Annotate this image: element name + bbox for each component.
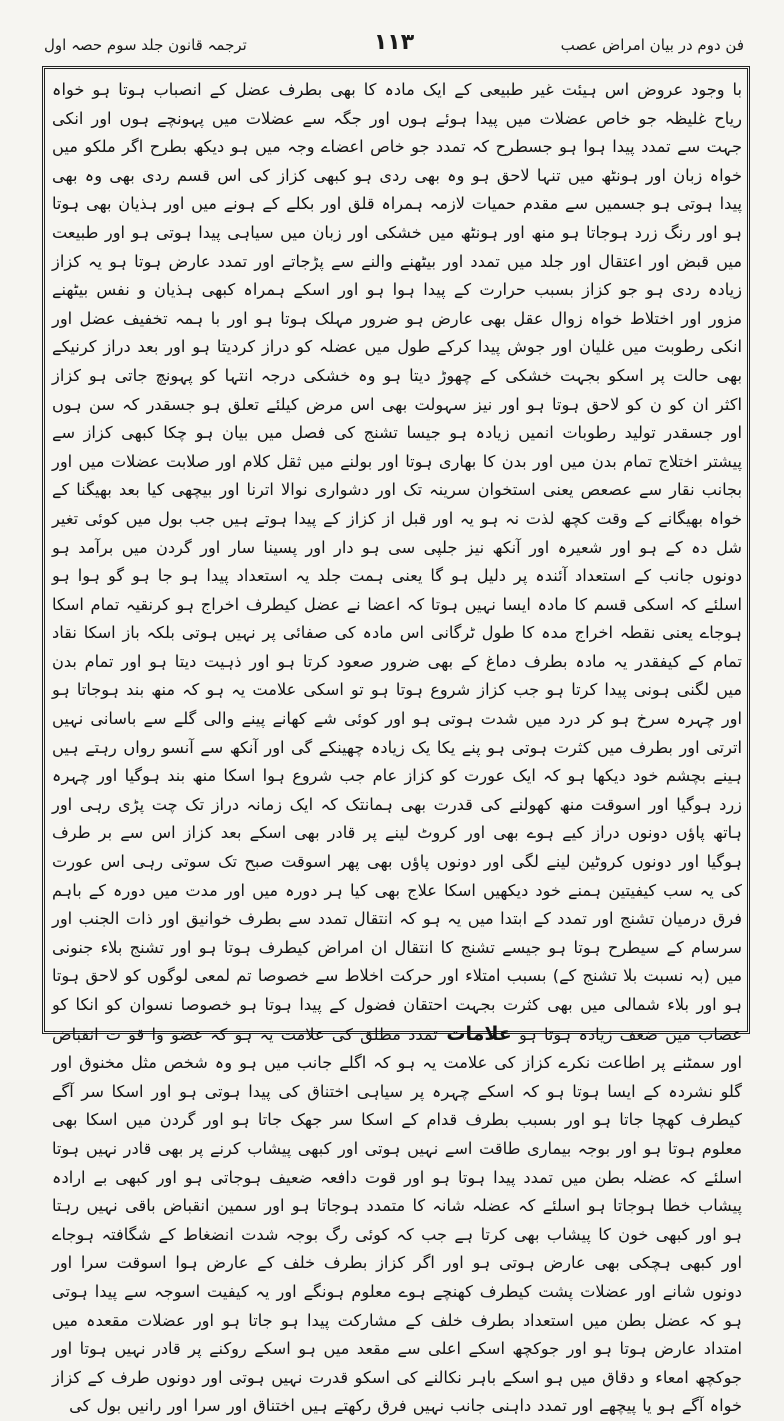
header-section-title: فن دوم در بیان امراض عصب xyxy=(560,36,744,54)
header-book-title: ترجمہ قانون جلد سوم حصہ اول xyxy=(44,36,247,54)
section-term-alamat: علامات xyxy=(437,1022,512,1045)
page-number: ۱۱۳ xyxy=(373,30,415,55)
running-header xyxy=(44,28,744,62)
paragraph-text: با وجود عروض اس ہیئت غیر طبیعی کے ایک مادہ کا بھی بطرف عضل کے انصباب ہوتا ہو خواہ ریاح غلیظہ جو خاص عضلات میں پیدا ہوئے ہوں اور جگہ سے عضلات میں پہونچے ہوں اور انکی جہت سے تمدد پیدا ہوا ہو جسطرح کہ تمدد جو خاص اعضاے وجہ میں ہو دیکھ بطرح اگر ملکو میں خواہ زبان اور ہونٹھ میں تنہا لاحق ہو وہ بھی ردی ہو کبھی کزاز کی اس قسم ردی بھی وہ بھی پیدا ہوتی ہو جسمیں سے مقدم حمیات لازمہ ہمراہ قلق اور بکلے کے ہونے میں اور ہذیان بھی ہوتا ہو اور رنگ زرد ہوجاتا ہو منھ اور ہونٹھ میں خشکی اور زبان میں سیاہی پیدا ہوتی ہو اور طبیعت میں قبض اور اعتقال اور جلد میں تمدد اور بیٹھنے والنے سے پڑجاتے اور تمدد عارض ہوتا ہو یہ کزاز زیادہ ردی ہو جو کزاز بسبب حرارت کے پیدا ہوا ہو اور اسکے ہمراہ کبھی ہذیان و نفس بیٹھنے مزور اور اختلاط خواہ زوال عقل بھی عارض ہو ضرور مہلک ہوتا ہو اور با ہمہ تخفیف عضل اور انکی رطوبت میں غلیان اور جوش پیدا کرکے طول میں عضلہ کو دراز کردیتا ہو اور بعد دراز کرنیکے بھی حالت پر اسکو بجہت خشکی کے چھوڑ دیتا ہو وہ خشکی درجہ انتہا کو پہونچ جاتی ہو کزاز اکثر ان کو ن کو لاحق ہوتا ہو اور نیز سہولت بھی اس مرض کیلئے تعلق ہو جسقدر کہ سن ہوں اور جسقدر تولید رطوبات انمیں زیادہ ہو جیسا تشنج کی فصل میں بیان ہو چکا کبھی کزاز سے پیشتر اختلاج تمام بدن میں اور بدن کا بھاری ہوتا اور بولنے میں ثقل کلام اور صلابت عضلات میں اور بجانب نقار سے عصعص یعنی استخوان سرینہ تک اور دشواری نوالا اترنا اور بیچھی کیا بعد بھیگنا کے خواہ بھیگانے کے وقت کچھ لذت نہ ہو یہ اور قبل از کزاز کے پیدا ہوتے ہیں جب بول میں کوئی تغیر شل دہ کے ہو اور شعیرہ اور آنکھ نیز جلپی سی ہو دار اور پسینا سار اور گردن میں برآمد ہو دونوں جانب کے استعداد آئندہ پر دلیل ہو گا یعنی ہمت جلد یہ استعداد پیدا ہو جا ہو گو ہوا ہو اسلئے کہ اسکی قسم کا مادہ ایسا نہیں ہوتا کہ اعضا نے عضل کیطرف اخراج ہو کرنقیہ تمام اسکا ہوجاے یعنی نقطہ اخراج مدہ کا طول ٹرگانی اس مادہ کی صفائی پر نہیں ہوتی بلکہ باز اسکا نقاد تمام کے کیفقدر یہ مادہ بطرف دماغ کے بھی ضرور صعود کرتا ہو اور ذہیت دیتا ہو اور تمام بدن میں لگنی ہونی پیدا کرتا ہو جب کزاز شروع ہوتا ہو تو اسکی علامت یہ ہو کہ منھ بند ہوجاتا ہو اور چہرہ سرخ ہو کر درد میں شدت ہوتی ہو اور کوئی شے کھانے پینے والی گلے سے باسانی نہیں اترتی اور بطرف میں کثرت ہوتی ہو پنے یکا یک زیادہ چھینکے گی اور آنکھ سے آنسو رواں رہتے ہیں ہینے بچشم خود دیکھا ہو کہ ایک عورت کو کزاز عام جب شروع ہوا اسکا منھ بند ہوگیا اور چہرہ زرد ہوگیا اور اسوقت منھ کھولنے کی قدرت بھی ہمانتک کہ ایک زمانہ دراز تک چت پڑی رہی اور ہاتھ پاؤں دونوں دراز کیے ہوے بھی اور کروٹ لینے پر قادر بھی اسکے بعد کزاز اس سے بر طرف ہوگیا اور دونوں کروٹین لینے لگی اور دونوں پاؤں بھی پھر اسوقت صبح تک سوتی رہی اس عورت کی یہ سب کیفیتین ہمنے خود دیکھیں اسکا علاج بھی کیا ہر دورہ میں اور مدت میں دورہ کے باہم فرق درمیان تشنج اور تمدد کے ابتدا میں یہ ہو کہ انتقال تمدد سے بطرف خوانیق اور ذات الجنب اور سرسام کے سیطرح ہوتا ہو جیسے تشنج کا انتقال ان امراض کیطرف ہوتا ہو اور تشنج بلاء جنونی میں (بہ نسبت بلا تشنج کے) بسبب امتلاء اور حرکت اخلاط سے خصوصا تم لمعی لوگوں کو لاحق ہوتا ہو اور بلاء شمالی میں بھی کثرت بجہت احتقان فضول کے پیدا ہوتا ہو خصوصا نسوان کو انکا کو عصاب میں ضعف زیادہ ہوتا ہو xyxy=(52,80,742,1044)
body-text xyxy=(52,76,742,1416)
paragraph-text-continued: تمدد مطلق کی علامت یہ ہو کہ عضو وا قو ت انقباض اور سمٹنے پر اطاعت نکرے کزاز کی علامت یہ ہو کہ اگلے جانب میں ہو وہ شخص مثل مخنوق اور گلو نشردہ کے ایسا ہوتا ہو کہ اسکے چہرہ پر سیاہی اختناق کی پیدا ہوتی ہو اور اسکا سر آگے کیطرف کھچا جاتا ہو اور بسبب بطرف قدام کے اسکا سر جھک جاتا ہو اور گردن میں اسکا بھی معلوم ہوتا ہو اور بوجہ بیماری طاقت اسے نہیں ہوتی اور کبھی پیشاب کرنے پر بھی قادر نہیں ہوتا اسلئے کہ عضلہ بطن میں تمدد پیدا ہوتا ہو اور قوت دافعہ ضعیف ہوجاتی ہو اور کبھی بے ارادہ پیشاب خطا ہوجاتا ہو اسلئے کہ عضلہ شانہ کا متمدد ہوجاتا ہو اور سمین انقباض باقی نہیں رہتا ہو اور کبھی خون کا پیشاب بھی کرتا ہے جب کہ کوئی رگ بوجہ شدت انضغاط کے شگافتہ ہوجاے اور کبھی ہچکی بھی عارض ہوتی ہو اور اگر کزاز بطرف خلف کے عارض ہوا اسوقت سرا اور دونوں شانے اور عضلات پشت کیطرف کھنچے ہوے معلوم ہونگے اور یہ کیفیت اسوجہ سے پیدا ہوتی ہو کہ عضل بطن میں استعداد بطرف خلف کے مشارکت پیدا ہو جاتا ہو اور عضلات مقعدہ میں امتداد عارض ہوتا ہو اور جوکچھ اسکے اعلی سے مقعد میں ہو اسکے روکنے پر قادر نہیں ہوتا اور جوکچھ امعاء و دقاق میں ہو اسکے باہر نکالنے کی اسکو قدرت نہیں ہوتی اور دونوں طرف کے کزاز خواہ آگے ہو یا پیچھے اور تمدد داہنی جانب نہیں فرق رکھتے ہیں اختناق اور سرا اور رانیں بول کی xyxy=(52,1024,742,1416)
